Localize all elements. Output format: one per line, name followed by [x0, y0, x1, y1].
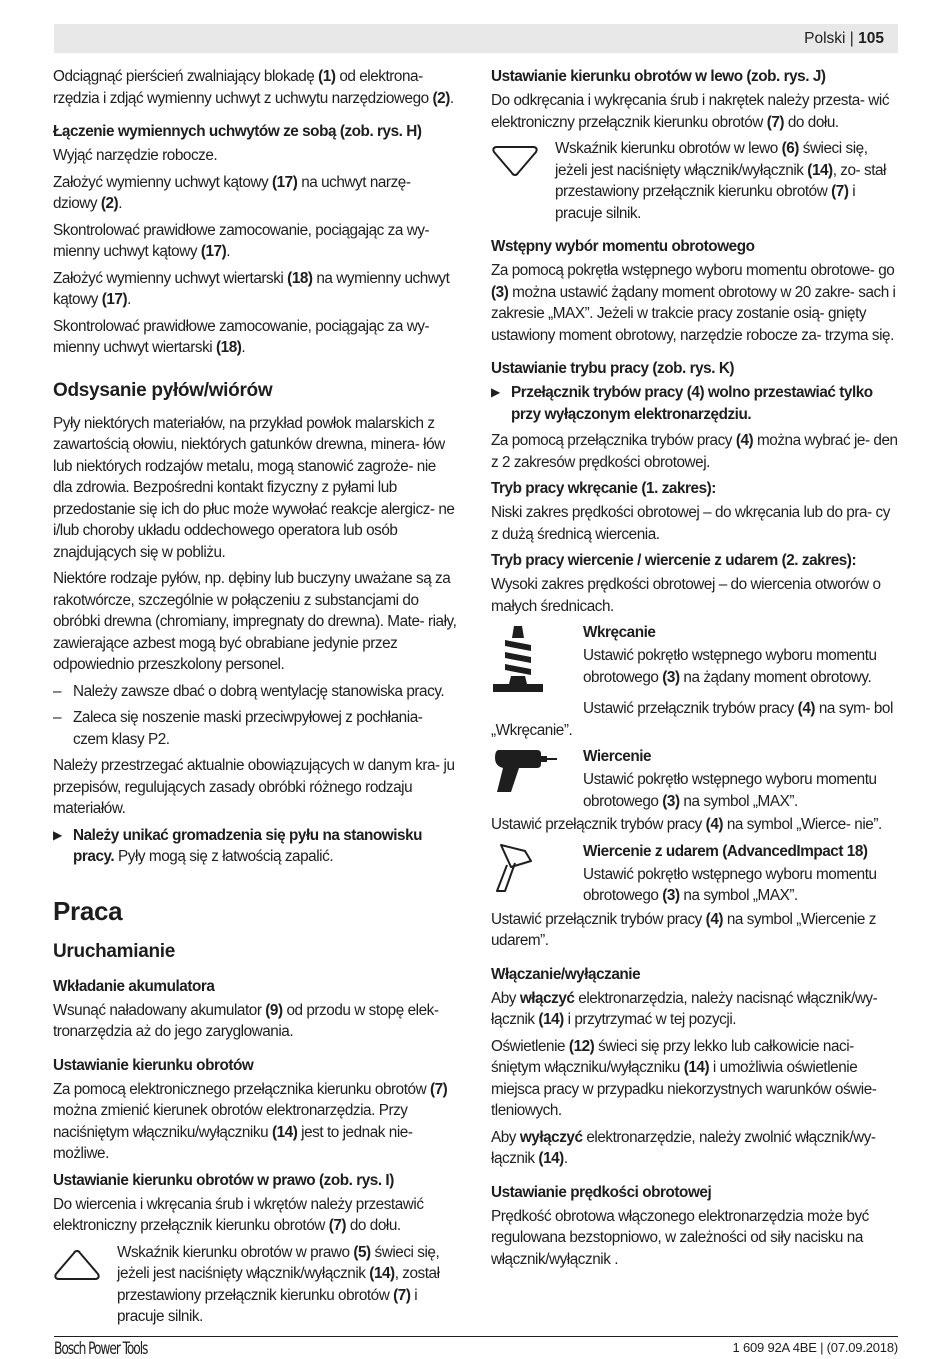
paragraph: Za pomocą pokrętła wstępnego wyboru momentu obrotowe- go (3) można ustawić żądany moment obrotowy w 20 zakre- sach i zakresie „MAX”. Jeżeli w trakcie pracy zostanie osią- gnięty ustawiony moment obrotowy, narzędzie robocze za- trzyma się. — [491, 262, 896, 344]
triangle-down-indicator-icon — [491, 138, 555, 224]
indicator-note: Wskaźnik kierunku obrotów w prawo (5) świeci się, jeżeli jest naciśnięty włącznik/wyłącznik (14), został przestawiony przełącznik kierunku obrotów (7) i pracuje silnik. — [53, 1242, 457, 1328]
paragraph: Do wiercenia i wkręcania śrub i wkrętów należy przestawić elektroniczny przełącznik kierunku obrotów (7) do dołu. — [53, 1195, 424, 1234]
document-code: 1 609 92A 4BE | (07.09.2018) — [732, 1340, 898, 1355]
paragraph: Ustawić przełącznik trybów pracy (4) na symbol „Wiercenie z udarem”. — [491, 910, 876, 949]
paragraph: Wsunąć naładowany akumulator (9) od przodu w stopę elek- tronarzędzia aż do jego zaryglowania. — [53, 1001, 439, 1040]
warning-item: ▶ Przełącznik trybów pracy (4) wolno przestawiać tylko przy wyłączonym elektronarzędziu. — [491, 382, 898, 425]
paragraph: Pyły niektórych materiałów, na przykład powłok malarskich z zawartością ołowiu, niektórych gatunków drewna, minera- łów lub niektórych rodzajów metalu, mogą stanowić zagroże- nie dla zdrowia. Bezpośredni kontakt fizyczny z pyłami lub przedostanie się ich do płuc może wywołać reakcje alergicz- ne i/lub choroby układu oddechowego operatora lub osób znajdujących się w pobliżu. — [53, 414, 455, 561]
paragraph: Aby wyłączyć elektronarzędzie, należy zwolnić włącznik/wy- łącznik (14). — [491, 1128, 876, 1167]
dash-list-item: – Zaleca się noszenie maski przeciwpyłowej z pochłania- czem klasy P2. — [53, 709, 423, 748]
paragraph: Założyć wymienny uchwyt kątowy (17) na uchwyt narzę- dziowy (2). — [53, 173, 411, 212]
section-title-start: Uruchamianie — [53, 940, 176, 962]
mode-title: Wiercenie — [583, 748, 652, 765]
hammer-icon — [491, 841, 571, 898]
paragraph: Skontrolować prawidłowe zamocowanie, pociągając za wy- mienny uchwyt wiertarski (18). — [53, 317, 430, 356]
paragraph: Wysoki zakres prędkości obrotowej – do wiercenia otworów o małych średnicach. — [491, 576, 881, 615]
section-heading: Ustawianie prędkości obrotowej — [491, 1183, 712, 1201]
paragraph: Skontrolować prawidłowe zamocowanie, pociągając za wy- mienny uchwyt kątowy (17). — [53, 221, 430, 260]
section-heading: Włączanie/wyłączanie — [491, 965, 641, 983]
paragraph: Ustawić pokrętło wstępnego wyboru momentu obrotowego (3) na symbol „MAX”. — [583, 865, 877, 904]
drill-icon — [491, 748, 571, 801]
paragraph: Za pomocą przełącznika trybów pracy (4) można wybrać je- den z 2 zakresów prędkości obrotowej. — [491, 432, 898, 471]
mode-impact-drilling — [491, 841, 898, 907]
header-language: Polski | — [804, 30, 859, 47]
mode-screwdriving — [491, 622, 898, 712]
mode-title: Wkręcanie — [583, 624, 656, 641]
triangle-bullet-icon: ▶ — [491, 385, 500, 399]
indicator-note: Wskaźnik kierunku obrotów w lewo (6) świeci się, jeżeli jest naciśnięty włącznik/wyłącznik (14), zo- stał przestawiony przełącznik kierunku obrotów (7) i pracuje silnik. — [491, 138, 898, 224]
paragraph: Wyjąć narzędzie robocze. — [53, 147, 218, 164]
paragraph: Ustawić pokrętło wstępnego wyboru momentu obrotowego (3) na symbol „MAX”. — [583, 771, 877, 810]
paragraph: Założyć wymienny uchwyt wiertarski (18) na wymienny uchwyt kątowy (17). — [53, 269, 450, 308]
paragraph: Ustawić pokrętło wstępnego wyboru momentu obrotowego (3) na żądany moment obrotowy. — [583, 647, 877, 686]
triangle-bullet-icon: ▶ — [53, 827, 62, 842]
section-heading: Tryb pracy wiercenie / wiercenie z udarem (2. zakres): — [491, 552, 857, 569]
paragraph: Niektóre rodzaje pyłów, np. dębiny lub buczyny uważane są za rakotwórcze, szczególnie w połączeniu z substancjami do obróbki drewna (chromiany, impregnaty do drewna). Mate- riały, zawierające azbest mogą być obrabiane jedynie przez odpowiednio przeszkolony personel. — [53, 570, 457, 673]
section-heading: Wstępny wybór momentu obrotowego — [491, 238, 755, 255]
section-heading: Tryb pracy wkręcanie (1. zakres): — [491, 480, 716, 497]
dash-list-item: – Należy zawsze dbać o dobrą wentylację stanowiska pracy. — [53, 682, 445, 700]
section-heading: Wkładanie akumulatora — [53, 977, 215, 995]
chapter-title: Praca — [53, 895, 123, 926]
screw-icon — [491, 626, 571, 699]
paragraph: Do odkręcania i wykręcania śrub i nakrętek należy przesta- wić elektroniczny przełącznik kierunku obrotów (7) do dołu. — [491, 92, 890, 131]
paragraph: Niski zakres prędkości obrotowej – do wkręcania lub do pra- cy z dużą średnicą wiercenia. — [491, 504, 890, 543]
mode-title: Wiercenie z udarem (AdvancedImpact 18) — [583, 842, 868, 860]
warning-item: ▶ Należy unikać gromadzenia się pyłu na stanowisku pracy. Pyły mogą się z łatwością zapalić. — [53, 825, 457, 868]
section-heading: Ustawianie trybu pracy (zob. rys. K) — [491, 360, 735, 377]
paragraph: Odciągnąć pierścień zwalniający blokadę (1) od elektrona- rzędzia i zdjąć wymienny uchwyt z uchwytu narzędziowego (2). — [53, 68, 454, 107]
paragraph: Aby włączyć elektronarzędzia, należy nacisnąć włącznik/wy- łącznik (14) i przytrzymać w tej pozycji. — [491, 989, 878, 1028]
paragraph: Za pomocą elektronicznego przełącznika kierunku obrotów (7) można zmienić kierunek obrotów elektronarzędzia. Przy naciśniętym włączniku/wyłączniku (14) jest to jednak nie- możliwe. — [53, 1080, 448, 1162]
footer-divider — [54, 1336, 898, 1337]
paragraph: Oświetlenie (12) świeci się przy lekko lub całkowicie naci- śniętym włączniku/wyłączniku (14) i umożliwia oświetlenie miejsca pracy w przypadku niekorzystnych warunków oświe- tleniowych. — [491, 1037, 877, 1119]
paragraph: Należy przestrzegać aktualnie obowiązujących w danym kra- ju przepisów, regulujących zasady obróbki różnego rodzaju materiałów. — [53, 757, 455, 817]
paragraph: Ustawić przełącznik trybów pracy (4) na sym- bol „Wkręcanie”. — [491, 700, 893, 739]
left-column — [53, 66, 457, 1333]
section-title-dust: Odsysanie pyłów/wiórów — [53, 379, 273, 401]
triangle-up-indicator-icon — [53, 1242, 117, 1328]
page-header — [54, 24, 898, 53]
section-heading: Ustawianie kierunku obrotów w prawo (zob. rys. I) — [53, 1171, 394, 1189]
brand-logo: Bosch Power Tools — [54, 1339, 148, 1359]
paragraph: Ustawić przełącznik trybów pracy (4) na symbol „Wierce- nie”. — [491, 816, 882, 833]
section-heading: Ustawianie kierunku obrotów w lewo (zob. rys. J) — [491, 68, 826, 85]
section-heading: Łączenie wymiennych uchwytów ze sobą (zob. rys. H) — [53, 123, 422, 140]
paragraph: Prędkość obrotowa włączonego elektronarzędzia może być regulowana bezstopniowo, w zależności od siły nacisku na włącznik/wyłącznik . — [491, 1207, 869, 1268]
section-heading: Ustawianie kierunku obrotów — [53, 1056, 254, 1074]
right-column — [491, 66, 898, 1275]
page-number: 105 — [858, 30, 884, 47]
mode-drilling — [491, 746, 898, 812]
